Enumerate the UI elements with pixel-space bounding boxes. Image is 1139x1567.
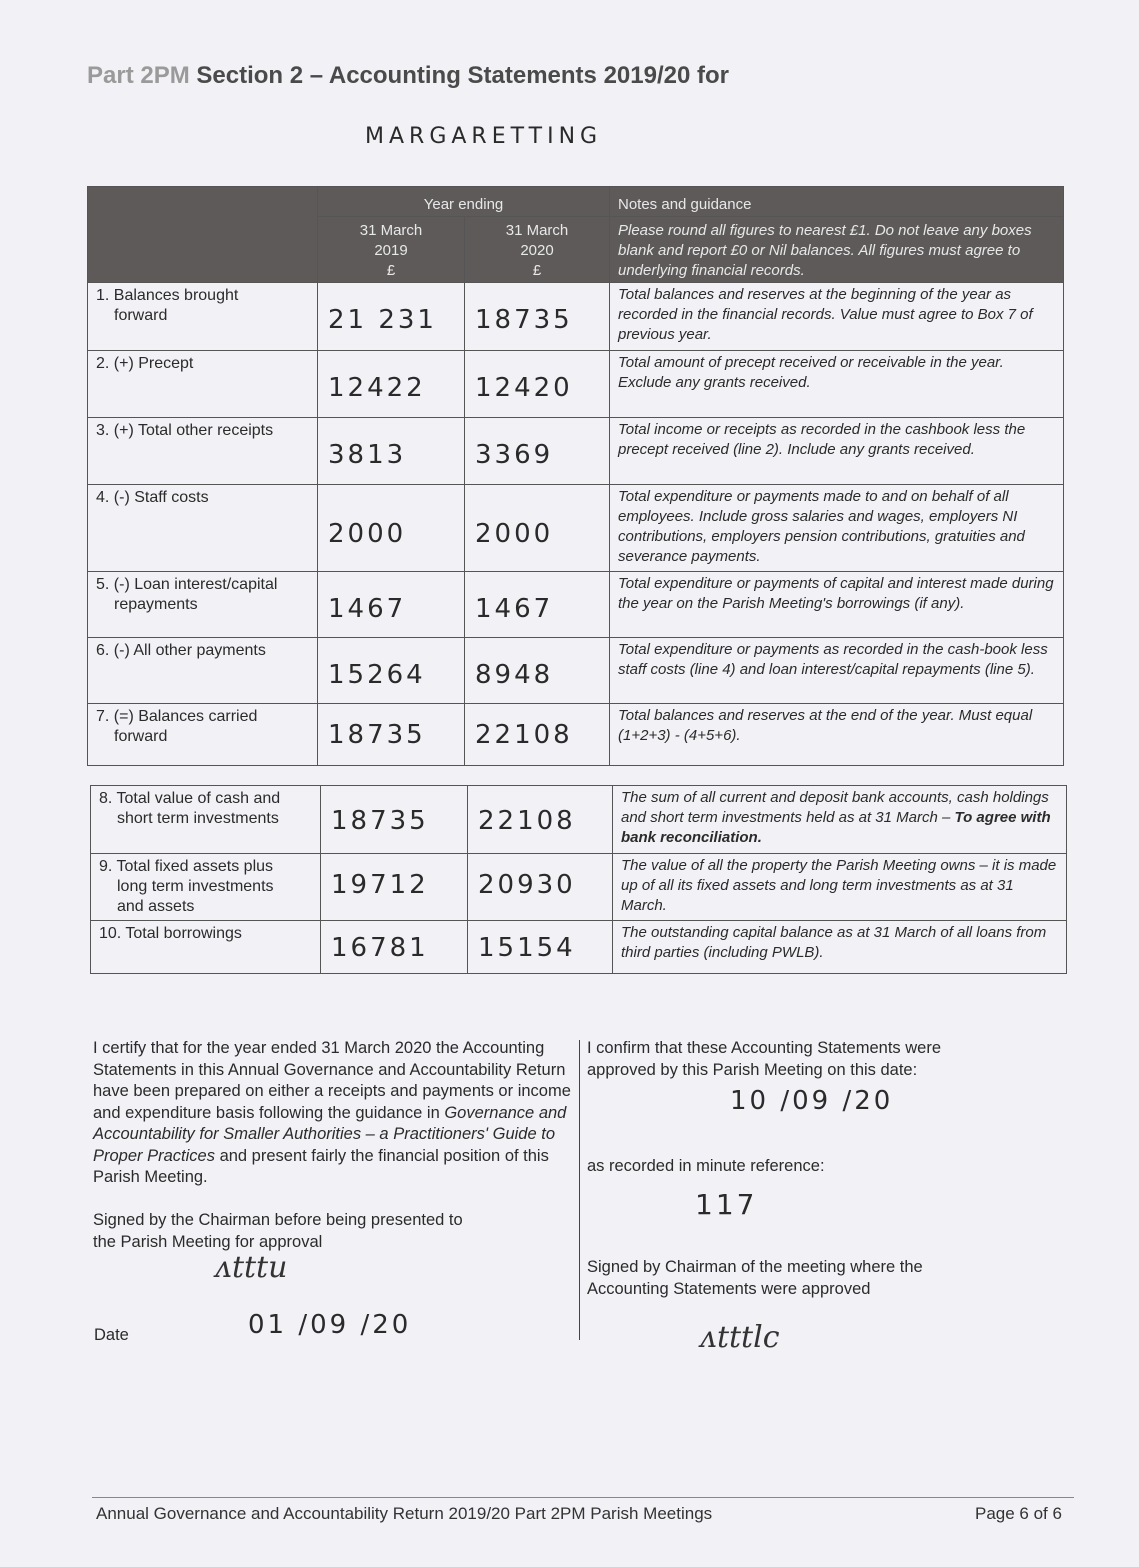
notes-header: Notes and guidance	[610, 187, 1064, 217]
table-row: 3. (+) Total other receipts 3813 3369 Total income or receipts as recorded in the cashbook less the precept received (line 2). Include any grants received.	[88, 418, 1064, 485]
value-2019: 1467	[318, 572, 465, 638]
chairman-signature: ᴧtttu	[215, 1250, 288, 1285]
footer-title: Annual Governance and Accountability Return 2019/20 Part 2PM Parish Meetings	[96, 1504, 713, 1523]
table-row: 2. (+) Precept 12422 12420 Total amount of precept received or receivable in the year. Exclude any grants received.	[88, 351, 1064, 418]
value-2019: 18735	[321, 786, 468, 854]
value-2019: 12422	[318, 351, 465, 418]
approval-date: 10 /09 /20	[730, 1086, 894, 1116]
page-number: Page 6 of 6	[975, 1504, 1062, 1523]
table-row: 4. (-) Staff costs 2000 2000 Total expenditure or payments made to and on behalf of all employees. Include gross salaries and wages, employers NI contributions, employers pension contributions, gratuities and severance payments.	[88, 485, 1064, 572]
year-ending-header: Year ending	[318, 187, 610, 217]
assets-table	[90, 785, 1067, 974]
table-row: 9. Total fixed assets plus long term investments and assets 19712 20930 The value of all the property the Parish Meeting owns – it is made up of all its fixed assets and long term investments as at 31 March.	[91, 854, 1067, 921]
value-2020: 2000	[465, 485, 610, 572]
certify-signed-text: Signed by the Chairman before being presented to the Parish Meeting for approval	[93, 1211, 463, 1251]
value-2019: 19712	[321, 854, 468, 921]
minute-reference: 117	[695, 1188, 758, 1221]
certify-date: 01 /09 /20	[248, 1310, 412, 1340]
accounting-table	[87, 186, 1064, 766]
value-2020: 15154	[468, 921, 613, 974]
value-2020: 1467	[465, 572, 610, 638]
value-2019: 21 231	[318, 283, 465, 351]
value-2020: 22108	[468, 786, 613, 854]
table-row: 10. Total borrowings 16781 15154 The outstanding capital balance as at 31 March of all loans from third parties (including PWLB).	[91, 921, 1067, 974]
notes-intro: Please round all figures to nearest £1. Do not leave any boxes blank and report £0 or Nil balances. All figures must agree to underlying financial records.	[610, 217, 1064, 283]
part-label: Part 2PM	[87, 62, 190, 89]
value-2020: 22108	[465, 704, 610, 766]
confirm-signed-text: Signed by Chairman of the meeting where the Accounting Statements were approved	[587, 1258, 923, 1298]
value-2019: 16781	[321, 921, 468, 974]
minute-label: as recorded in minute reference:	[587, 1157, 825, 1175]
value-2020: 8948	[465, 638, 610, 704]
confirm-text: I confirm that these Accounting Statements were approved by this Parish Meeting on this date:	[587, 1039, 942, 1079]
chairman-signature: ᴧtttlc	[700, 1320, 780, 1355]
date-label: Date	[94, 1326, 129, 1344]
divider	[579, 1040, 580, 1340]
value-2020: 18735	[465, 283, 610, 351]
table-row: 8. Total value of cash and short term investments 18735 22108 The sum of all current and deposit bank accounts, cash holdings and short term investments held as at 31 March – To agree with bank reconciliation.	[91, 786, 1067, 854]
table-row: 6. (-) All other payments 15264 8948 Total expenditure or payments as recorded in the cash-book less staff costs (line 4) and loan interest/capital repayments (line 5).	[88, 638, 1064, 704]
table-row: 1. Balances brought forward 21 231 18735 Total balances and reserves at the beginning of the year as recorded in the financial records. Value must agree to Box 7 of previous year.	[88, 283, 1064, 351]
table-row: 7. (=) Balances carried forward 18735 22108 Total balances and reserves at the end of the year. Must equal (1+2+3) - (4+5+6).	[88, 704, 1064, 766]
header-blank	[88, 187, 318, 283]
value-2019: 3813	[318, 418, 465, 485]
page-title	[87, 62, 729, 90]
table-row: 5. (-) Loan interest/capital repayments 1467 1467 Total expenditure or payments of capital and interest made during the year on the Parish Meeting's borrowings (if any).	[88, 572, 1064, 638]
section-title: Section 2 – Accounting Statements 2019/20 for	[196, 62, 729, 89]
col-2019-header: 31 March 2019 £	[318, 217, 465, 283]
footer-rule	[92, 1497, 1074, 1498]
parish-name: MARGARETTING	[365, 124, 603, 149]
value-2019: 15264	[318, 638, 465, 704]
value-2020: 3369	[465, 418, 610, 485]
value-2020: 20930	[468, 854, 613, 921]
value-2019: 18735	[318, 704, 465, 766]
col-2020-header: 31 March 2020 £	[465, 217, 610, 283]
value-2020: 12420	[465, 351, 610, 418]
certify-text: I certify that for the year ended 31 March 2020 the Accounting Statements in this Annual Governance and Accountability Return have been prepared on either a receipts and payments or income and expenditure basis following the guidance in Governance and Accountability for Smaller Authorities – a Practitioners' Guide to Proper Practices and present fairly the financial position of this Parish Meeting.	[93, 1039, 571, 1186]
value-2019: 2000	[318, 485, 465, 572]
